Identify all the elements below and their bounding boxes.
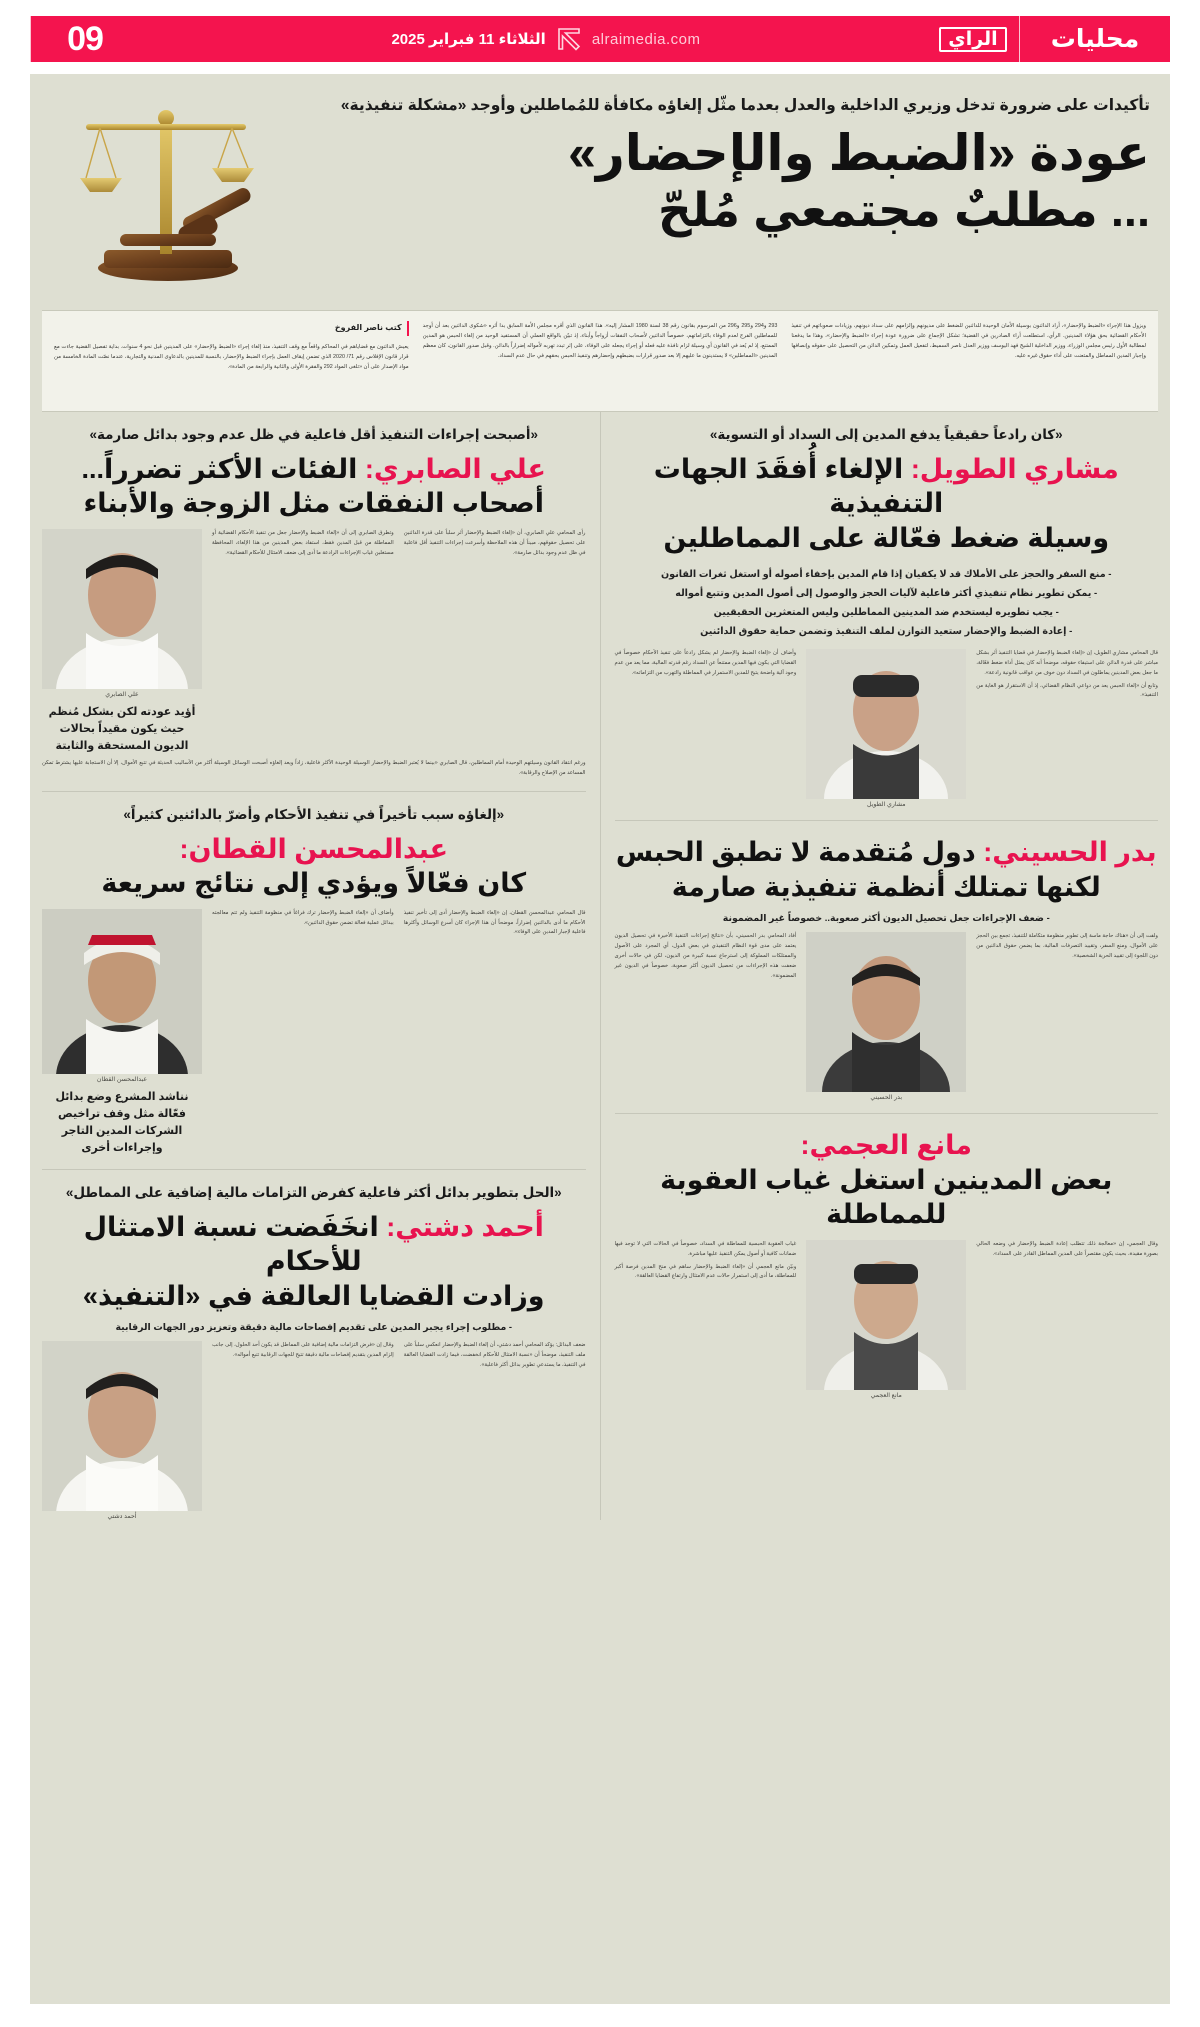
article-flow	[615, 932, 1159, 1101]
article-headline	[42, 452, 586, 521]
article-ahmad-dashti	[42, 1184, 586, 1521]
paragraph: وقال إن «فرض التزامات مالية إضافية على المماطل قد يكون أحد الحلول، إلى جانب إلزام المدين بتقديم إفصاحات مالية دقيقة تتيح للجهات الرقابية تتبع أمواله».	[212, 1342, 394, 1359]
article-flow	[42, 1341, 586, 1520]
photo-caption: مشاري الطويل	[866, 801, 906, 809]
article-flow	[615, 649, 1159, 808]
article-body-col-2	[212, 909, 394, 1157]
article-photo-wrap	[806, 932, 966, 1101]
article-quote: «الحل بتطوير بدائل أكثر فاعلية كفرض التزامات مالية إضافية على المماطل»	[65, 1184, 562, 1200]
section-divider	[42, 791, 586, 792]
article-body-col-1	[404, 529, 586, 755]
photo-caption: بدر الحسيني	[870, 1094, 903, 1102]
article-body-col-2	[615, 1240, 797, 1399]
article-photo-wrap	[806, 649, 966, 808]
article-headline	[615, 835, 1159, 904]
article-quote: «إلغاؤه سبب تأخيراً في تنفيذ الأحكام وأضرّ بالدائنين كثيراً»	[123, 806, 505, 822]
article-body-col-1	[976, 1240, 1158, 1399]
hero-headline-line1: عودة «الضبط والإحضار»	[568, 124, 1150, 181]
article-speaker-name: بدر الحسيني:	[983, 837, 1157, 868]
paragraph: وأضاف أن «إلغاء الضبط والإحضار لم يشكل رادعاً على تنفيذ الأحكام خصوصاً في القضايا التي يكون فيها المدين ممتنعاً عن السداد رغم قدرته المالية، مما يعد من عدم وجود آلية واضحة يتيح للمدين الاستمرار في المماطلة والتهرب من التزاماته».	[614, 650, 797, 676]
masthead-center	[139, 16, 927, 62]
article-badr-alhusseini	[615, 835, 1159, 1101]
article-flow	[42, 529, 586, 755]
paragraph: وتطرق الصابري إلى أن «إلغاء الضبط والإحضار جعل من تنفيذ الأحكام القضائية أو المماطلة من قبل المدين فقط، استفاد بعض المدينين من هذا الإلغاء، المحافظة مستغلين غياب الإجراءات الرادعة ما أدى إلى ضعف الامتثال للأحكام القضائية».	[212, 529, 394, 556]
article-headline	[615, 1128, 1159, 1232]
article-body-col-1	[404, 909, 586, 1157]
article-subnote: - ضعف الإجراءات جعل تحصيل الديون أكثر صعوبة.. خصوصاً غير المضمونة	[722, 912, 1050, 924]
newspaper-page	[30, 74, 1170, 2004]
column-right	[601, 412, 1159, 1520]
paragraph: ضعف البدائل: يؤكد المحامي أحمد دشتي، أن إلغاء الضبط والإحضار انعكس سلباً على ملف التنفيذ، موضحاً أن «نسبة الامتثال للأحكام انخفضت، فيما زادت القضايا العالقة في التنفيذ، ما يستدعي تطوير بدائل أكثر فاعلية».	[403, 1342, 586, 1369]
intro-column-3: ويزول هذا الإجراء «الضبط والإحضار»، أراد الدائنون بوسيلة الأمان الوحيدة للدائنين للضغط على مديونهم وإلزامهم على سداد ديونهم، وزيادات صعوباتهم في تنفيذ الأحكام القضائية بحق هؤلاء المدينين. الرأي، استطلعت أراء الصادرين في القضية؛ تشكل الإجماع على ضرورة عودة إجراء «الضبط والإحضار»، وهذا ما يدفعنا لمطالبة الأول رئيس مجلس الوزراء، ووزير الداخلية الشيخ فهد اليوسف ووزير العدل ناصر السميط، لتفعيل العمل وتمكين الدائن من التحصيل على حقوقه وإنصافها وإجبار المدين المماطل والمتعنت على أداء حقوق غيره عليه.	[791, 323, 1146, 359]
paragraph: غياب العقوبة الحبسية للمماطلة في السداد، خصوصاً في الحالات التي لا توجد فيها ضمانات كافية أو أصول يمكن التنفيذ عليها مباشرة.	[614, 1241, 797, 1257]
article-body-col-2	[212, 1341, 394, 1520]
article-quote: «أصبحت إجراءات التنفيذ أقل فاعلية في ظل عدم وجود بدائل صارمة»	[89, 427, 539, 442]
article-abdulmohsen-alqattan	[42, 806, 586, 1157]
article-speaker-name: مانع العجمي:	[800, 1130, 972, 1161]
paragraph: وتابع أن «إلغاء الحبس يعد من دواعي النظام القضائي، إذ أن الاستقرار هو الغاية من التنفيذ».	[976, 682, 1158, 699]
article-headline-rest: بعض المدينين استغل غياب العقوبة للمماطلة	[660, 1164, 1113, 1230]
article-photo-wrap	[42, 1341, 202, 1520]
article-headline-rest: انخَفَضت نسبة الامتثال للأحكام	[83, 1211, 379, 1277]
article-body-col-2	[212, 529, 394, 755]
paragraph: أفاد المحامي بدر الحسيني، بأن «نتائج إجراءات التنفيذ الأخيرة في تحصيل الديون يعتمد على مدى قوة النظام التنفيذي في بعض الدول، أي المجرد على الأصول والممتلكات المملوكة إلى استرجاع نسبة كبيرة من الديون، لكن في حالات أخرى ضعفت هذه الإجراءات من تحصيل الديون أكثر صعوبة، خصوصاً في الديون غير المضمونة».	[614, 933, 797, 979]
photo-caption: مانع العجمي	[870, 1392, 902, 1400]
article-headline-line2: وزادت القضايا العالقة في «التنفيذ»	[82, 1280, 545, 1311]
hero-text	[300, 96, 1150, 237]
article-headline	[615, 452, 1159, 556]
portrait-photo	[806, 649, 966, 799]
article-grid	[42, 412, 1158, 1520]
hero-section	[30, 74, 1170, 306]
intro-column-2: 293 و294 و295 و296 من المرسوم بقانون رقم 38 لسنة 1980 المشار إليه». هذا القانون الذي أقره مجلس الأمة السابق بدا أثره «شكوى الدائنين بعد أن أوجد للمماطلين الفرج لعدم الوفاء بالتزاماتهم، خصوصاً الدائنين لأصحاب النفقات أزواجاً وأبناء، إذ تبيّن بالواقع العملي أن المستفيد الوحيد من إلغاء الحبس هو المدين الممتنع، إذ لم يُعد في القانون أي وسيلة لزام نافذة عليه فعله أو إجراء يجعله على الوفاء، على إثر تبدد تهربه لأمواله إضراراً بالدائن. وقبل صدور القانون، كان معظم المدينين «المماطلين» لا يستدينون ما عليهم إلا بعد صدور قرارات بضبطهم وإحضارهم وتنفيذ الحبس بحقهم في حال عدم السداد.	[422, 323, 778, 359]
article-body-col-2	[615, 932, 797, 1101]
article-flow	[615, 1240, 1159, 1399]
article-headline-rest: دول مُتقدمة لا تطبق الحبس	[615, 837, 976, 868]
website-url[interactable]: alraimedia.com	[591, 30, 701, 48]
article-body-col-1	[976, 649, 1158, 808]
article-headline-line2: أصحاب النفقات مثل الزوجة والأبناء	[83, 488, 545, 519]
paragraph: وأضاف أن «إلغاء الضبط والإحضار ترك فراغاً في منظومة التنفيذ ولم تتم معالجته ببدائل عملية فعالة تضمن حقوق الدائنين».	[212, 909, 394, 926]
article-headline-rest: كان فعّالاً ويؤدي إلى نتائج سريعة	[101, 868, 527, 899]
article-speaker-name: مشاري الطويل:	[910, 453, 1119, 484]
paragraph: قال المحامي عبدالمحسن القطان، إن «إلغاء الضبط والإحضار أدى إلى تأخير تنفيذ الأحكام ما أدى بالدائنين إضراراً، موضحاً أن هذا الإجراء كان أسرع الوسائل وأكثرها فاعلية لإجبار المدين على الوفاء».	[403, 909, 586, 936]
publication-logo-text: الراي	[939, 27, 1006, 52]
portrait-photo	[806, 1240, 966, 1390]
article-headline-line2: لكنها تمتلك أنظمة تنفيذية صارمة	[671, 871, 1101, 902]
portrait-photo	[806, 932, 966, 1092]
hero-kicker: تأكيدات على ضرورة تدخل وزيري الداخلية والعدل بعدما مثّل إلغاؤه مكافأة للمُماطلين وأوجد «مشكلة تنفيذية»	[340, 97, 1150, 114]
column-left	[42, 412, 601, 1520]
photo-caption: علي الصابري	[105, 690, 139, 698]
bullet-item: - إعادة الضبط والإحضار ستعيد التوازن لملف التنفيذ وتضمن حماية حقوق الدائنين	[700, 626, 1073, 638]
masthead	[30, 16, 1170, 62]
article-headline-line2: وسيلة ضغط فعّالة على المماطلين	[663, 522, 1110, 553]
article-body-extra	[42, 759, 586, 779]
article-photo-wrap	[806, 1240, 966, 1399]
article-headline-rest: الإلغاء أُفقَدَ الجهات التنفيذية	[653, 453, 944, 519]
intro-box	[42, 310, 1158, 412]
paragraph: ولفت إلى أن «هناك حاجة ماسة إلى تطوير منظومة متكاملة للتنفيذ، تجمع بين الحجز على الأموال، ومنع السفر، وتقييد التصرفات المالية، بما يضمن حقوق الدائنين من دون اللجوء إلى تقييد الحرية الشخصية».	[976, 933, 1158, 959]
article-headline-rest: الفئات الأكثر تضرراً...	[81, 453, 358, 484]
article-speaker-name: أحمد دشتي:	[386, 1211, 544, 1242]
paragraph: رأى المحامي علي الصابري، أن «إلغاء الضبط والإحضار أثر سلباً على قدرة الدائنين على تحصيل حقوقهم، مبيناً أن هذه الملاحظة وأسرعت إجراءات التنفيذ أقل فاعلية في ظل عدم وجود بدائل صارمة».	[403, 529, 586, 556]
paragraph: وقال العجمي، إن «معالجة ذلك تتطلب إعادة الضبط والإحضار في وضعه الحالي بصورة مقيدة، بحيث يكون مقتصراً على المدين المماطل القادر على السداد».	[976, 1241, 1158, 1257]
bullet-item: - يمكن تطوير نظام تنفيذي أكثر فاعلية لآليات الحجز والوصول إلى أصول المدين وتتبع أمواله	[675, 587, 1098, 599]
arrow-up-left-icon	[556, 26, 582, 52]
publication-logo[interactable]	[927, 16, 1020, 62]
article-subnote: - مطلوب إجراء يجبر المدين على تقديم إفصاحات مالية دقيقة وتعزيز دور الجهات الرقابية	[115, 1321, 513, 1333]
paragraph: وبيّن مانع العجمي أن «إلغاء الضبط والإحضار ساهم في منح المدين فرصة أكبر للمماطلة، ما أدى إلى استمرار حالات عدم الامتثال وارتفاع القضايا العالقة».	[614, 1263, 797, 1280]
article-flow	[42, 909, 586, 1157]
article-headline	[42, 832, 586, 901]
page-number: 09	[30, 16, 139, 62]
article-bullets	[615, 565, 1159, 642]
intro-column-1	[54, 321, 409, 399]
intro-column-1-text: يعيش الدائنون مع قضاياهم في المحاكم واقعاً مع وقف التنفيذ، منذ إلغاء إجراء «الضبط والإحضار» على المدينين قبل نحو 4 سنوات. بداية تفصيل القضية جاءت مع قرار قانون الإفلاس رقم 71/ 2020 الذي تضمن إيقاف العمل بإجراء الضبط والإحضار، بالنسبة للمدينين بالدعاوى المدنية والتجارية، عندما نصّت المادة الخامسة من مواد الإصدار على أن «تلغى المواد 292 والفقرة الأولى والثانية والرابعة من المادة».	[53, 343, 409, 370]
bullet-item: - منع السفر والحجز على الأملاك قد لا يكفيان إذا قام المدين بإخفاء أصوله أو استغل ثغرات القانون	[660, 568, 1112, 580]
article-mane-alajmi	[615, 1128, 1159, 1399]
article-mashari-altuwail	[615, 426, 1159, 808]
article-headline	[42, 1210, 586, 1314]
article-ali-alsabri	[42, 426, 586, 779]
section-divider	[615, 820, 1159, 821]
portrait-photo	[42, 1341, 202, 1511]
justice-scales-gavel-image	[60, 82, 290, 294]
portrait-photo	[42, 909, 202, 1074]
article-body-col-1	[404, 1341, 586, 1520]
article-speaker-name: عبدالمحسن القطان:	[179, 833, 449, 864]
paragraph: قال المحامي مشاري الطويل، إن «إلغاء الضبط والإحضار في قضايا التنفيذ أثر بشكل مباشر على قدرة الدائن على استيفاء حقوقه، موضحاً أنه كان يمثل أداة ضغط فعّالة، ما جعل بعض المدينين يماطلون في السداد دون خوف من عواقب قانونية رادعة».	[976, 650, 1158, 676]
bullet-item: - يجب تطويره ليستخدم ضد المدينين المماطلين وليس المتعثرين الحقيقيين	[713, 606, 1059, 618]
section-divider	[42, 1169, 586, 1170]
article-body-col-1	[976, 932, 1158, 1101]
issue-date: الثلاثاء 11 فبراير 2025	[391, 31, 546, 48]
hero-headline-line2: ... مطلبٌ مجتمعي مُلحّ	[657, 182, 1150, 236]
section-divider	[615, 1113, 1159, 1114]
photo-caption: عبدالمحسن القطان	[96, 1075, 148, 1083]
article-pullquote: نناشد المشرع وضع بدائل فعّالة مثل وقف تراخيص الشركات المدين التاجر وإجراءات أخرى	[55, 1090, 189, 1154]
article-photo-wrap	[42, 529, 202, 755]
portrait-photo	[42, 529, 202, 689]
byline: كتب ناصر الفروخ	[335, 321, 409, 336]
article-quote: «كان رادعاً حقيقياً يدفع المدين إلى السداد أو التسوية»	[709, 427, 1063, 442]
paragraph: ورغم انتقاد القانون وسيلتهم الوحيدة أمام المماطلين، قال الصابري «بينما لا يُعتبر الضبط والإحضار الوسيلة الوحيدة الأكثر فاعلية، زاداً ويعد إلغاؤه أصبحت الوسائل الوسيلة أكثر من الأساليب الحديثة في تتبع الأموال، إلا أن الاستجابة عليها يشترط تمكن المساعد من الإصلاح والرقابة».	[42, 760, 586, 776]
article-photo-wrap	[42, 909, 202, 1157]
article-pullquote: أؤيد عودته لكن بشكل مُنظم حيث يكون مقيداً بحالات الديون المستحقة والثابتة	[48, 705, 196, 753]
section-title: محليات	[1050, 25, 1140, 53]
photo-caption: أحمد دشتي	[107, 1513, 137, 1521]
article-body-col-2	[615, 649, 797, 808]
article-speaker-name: علي الصابري:	[364, 453, 546, 484]
